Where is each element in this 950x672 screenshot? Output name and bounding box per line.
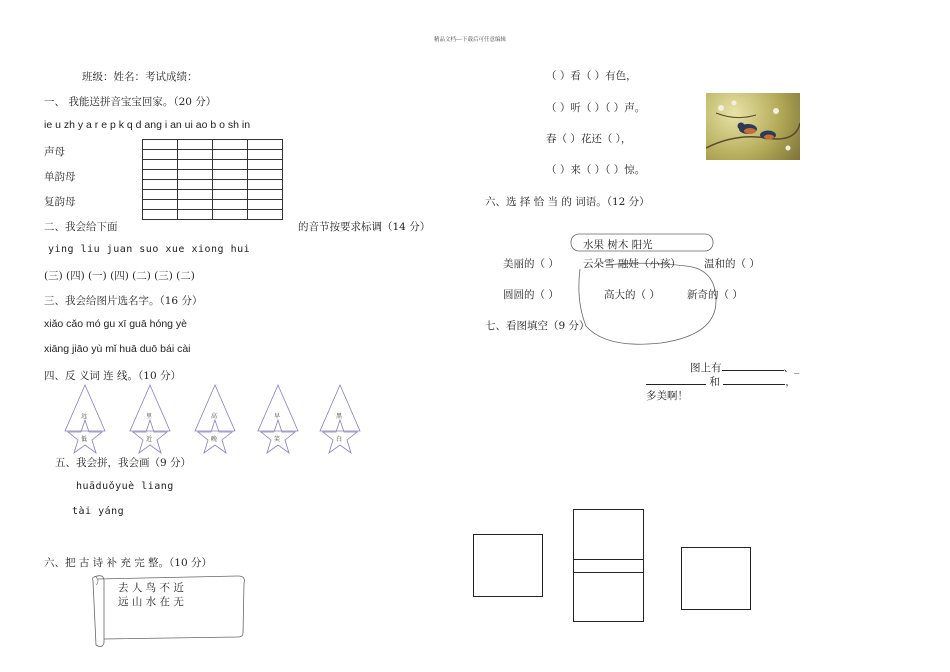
section-4-title: 四、反 义词 连 线。（10 分） — [44, 370, 181, 382]
poem-fill-4: （ ）来（ ）（ ）惊。 — [546, 164, 646, 176]
word-bank-line-1: 水果 树木 阳光 — [583, 239, 653, 251]
triangle-shape — [258, 385, 298, 431]
answer-grid — [142, 139, 283, 220]
triangle-shape — [195, 385, 235, 431]
grid-cell[interactable] — [143, 200, 178, 210]
fill-sentence-line-2 — [646, 374, 796, 389]
grid-cell[interactable] — [178, 160, 213, 170]
grid-cell[interactable] — [248, 160, 283, 170]
label-simple-finals: 单韵母 — [44, 171, 76, 183]
drawing-box-1[interactable] — [473, 534, 543, 597]
section-6-poem-title: 六、把 古 诗 补 充 完 整。（10 分） — [44, 557, 212, 569]
grid-cell[interactable] — [143, 190, 178, 200]
grid-cell[interactable] — [143, 180, 178, 190]
class-name-line: 班级：姓名：考试成绩： — [82, 71, 198, 83]
grid-cell[interactable] — [178, 140, 213, 150]
fill-separator: 、_ — [783, 362, 800, 374]
grid-cell[interactable] — [213, 210, 248, 220]
section-6-choose-title: 六、选 择 恰 当 的 词语。（12 分） — [485, 196, 650, 208]
grid-cell[interactable] — [213, 200, 248, 210]
picture-names-line-1: xiǎo cǎo mó gu xī guā hóng yè — [44, 318, 188, 330]
grid-cell[interactable] — [213, 150, 248, 160]
grid-cell[interactable] — [178, 150, 213, 160]
poem-fill-3: 春（ ）花还（ ）， — [546, 133, 632, 145]
phrase-tall: 高大的（ ） — [604, 289, 660, 301]
triangle-word[interactable]: 里 — [146, 413, 153, 420]
section-1-title: 一、 我能送拼音宝宝回家。（20 分） — [44, 96, 217, 108]
fill-text-there-are: 图上有 — [690, 362, 722, 374]
grid-cell[interactable] — [178, 200, 213, 210]
fill-blank-3[interactable] — [723, 374, 785, 385]
grid-cell[interactable] — [143, 140, 178, 150]
section-2-title-a: 二、我会给下面 — [44, 221, 118, 233]
drawing-box-2-divider — [573, 559, 643, 573]
syllable-list: ying liu juan suo xue xiong hui — [48, 244, 251, 255]
star-word[interactable]: 笑 — [274, 436, 281, 443]
picture-names-line-2: xiāng jiāo yù mǐ huā duō bái cài — [44, 343, 191, 355]
triangle-shape — [130, 385, 170, 431]
fill-comma: ， — [785, 376, 796, 388]
grid-cell[interactable] — [178, 170, 213, 180]
section-2-title-b: 的音节按要求标调（14 分） — [298, 221, 431, 233]
header-watermark: 精品文档---下载后可任意编辑 — [434, 37, 506, 43]
grid-cell[interactable] — [213, 140, 248, 150]
grid-cell[interactable] — [178, 180, 213, 190]
grid-cell[interactable] — [143, 160, 178, 170]
bird-icon — [706, 93, 800, 160]
triangle-word[interactable]: 早 — [274, 413, 281, 420]
grid-cell[interactable] — [143, 150, 178, 160]
label-initials: 声母 — [44, 146, 65, 158]
grid-cell[interactable] — [248, 150, 283, 160]
grid-cell[interactable] — [143, 210, 178, 220]
section-5-title: 五、我会拼，我会画（9 分） — [55, 457, 192, 469]
triangle-word[interactable]: 高 — [211, 413, 218, 420]
draw-pinyin-2: tài yáng — [72, 506, 125, 517]
poem-fill-1: （ ）看（ ）有色， — [546, 70, 637, 82]
triangle-shape — [65, 385, 105, 431]
grid-cell[interactable] — [248, 180, 283, 190]
triangle-shape — [320, 385, 360, 431]
tone-list: (三) (四) (一) (四) (二) (三) (二) — [44, 270, 195, 282]
star-word[interactable]: 晚 — [211, 436, 218, 443]
draw-pinyin-1: huāduǒyuè liang — [76, 481, 174, 492]
grid-cell[interactable] — [213, 180, 248, 190]
drawing-box-3[interactable] — [681, 547, 751, 610]
grid-cell[interactable] — [178, 210, 213, 220]
grid-cell[interactable] — [213, 190, 248, 200]
label-compound-finals: 复韵母 — [44, 196, 76, 208]
poem-fill-2: （ ）听（ ）（ ）声。 — [546, 102, 646, 114]
fill-blank-1[interactable] — [722, 360, 784, 371]
star-word[interactable]: 低 — [81, 436, 88, 443]
fill-text-and: 和 — [709, 376, 720, 388]
antonym-shapes — [60, 383, 380, 458]
star-word[interactable]: 白 — [336, 436, 343, 443]
fill-sentence-line-3: 多美啊！ — [646, 390, 688, 402]
grid-cell[interactable] — [213, 170, 248, 180]
section-3-title: 三、我会给图片选名字。（16 分） — [44, 295, 203, 307]
grid-cell[interactable] — [248, 190, 283, 200]
phrase-novel: 新奇的（ ） — [687, 289, 743, 301]
pinyin-letter-list: ie u zh y a r e p k q d ang i an ui ao b o sh in — [44, 119, 251, 131]
phrase-round: 圆圆的（ ） — [503, 289, 559, 301]
phrase-gentle: 温和的（ ） — [704, 258, 760, 270]
fill-blank-2[interactable] — [646, 374, 706, 385]
fill-sentence-line-1 — [690, 360, 799, 375]
word-bank-line-2: 云朵雪 融娃（小孩） — [583, 258, 681, 270]
star-word[interactable]: 近 — [146, 436, 153, 443]
poem-line-1: 去 人 鸟 不 近 — [118, 582, 184, 594]
poem-line-2: 远 山 水 在 无 — [118, 596, 184, 608]
triangle-word[interactable]: 黑 — [336, 413, 343, 420]
phrase-beautiful: 美丽的（ ） — [503, 258, 559, 270]
grid-cell[interactable] — [248, 140, 283, 150]
grid-cell[interactable] — [248, 170, 283, 180]
triangle-word[interactable]: 远 — [81, 413, 88, 420]
grid-cell[interactable] — [178, 190, 213, 200]
grid-cell[interactable] — [248, 210, 283, 220]
grid-cell[interactable] — [213, 160, 248, 170]
section-7-title: 七、看图填空（9 分） — [485, 320, 590, 332]
bird-painting-image — [706, 93, 800, 160]
grid-cell[interactable] — [143, 170, 178, 180]
grid-cell[interactable] — [248, 200, 283, 210]
